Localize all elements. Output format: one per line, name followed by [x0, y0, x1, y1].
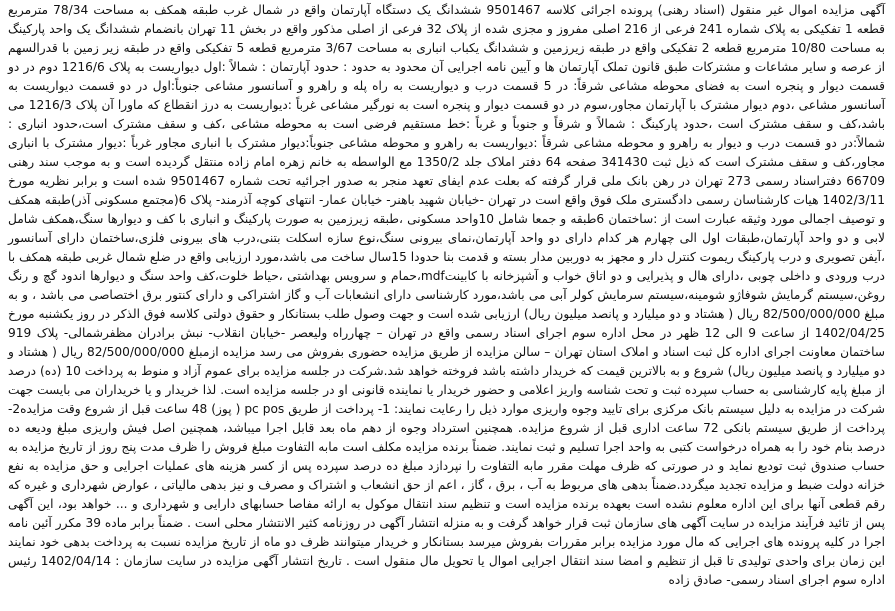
- auction-notice-text: آگهی مزایده اموال غیر منقول (اسناد رهنی) پرونده اجرائی کلاسه 9501467 ششدانگ یک دستگاه آپارتمان واقع در شمال غرب طبقه همکف به مساحت 78/34 مترمربع قطعه 1 تفکیکی به پلاک شماره 241 فرعی از 216 اصلی مفروز و مجزی شده از پلاک 32 فرعی از اصلی مذکور واقع در بخش 11 تهران بانضمام ششدانگ یک واحد پارکینگ به مساحت 10/80 مترمربع قطعه 2 تفکیکی واقع در طبقه زیرزمین و ششدانگ یکباب انباری به مساحت 3/67 مترمربع قطعه 5 تفکیکی واقع در طبقه زیر زمین با قدرالسهم از عرصه و سایر مشاعات و مشترکات طبق قانون تملک آپارتمان ها و آیین نامه اجرایی آن محدود به حدود : حدود آپارتمان : شمالاً :اول دیواریست به پلاک 1216/6 دوم در دو قسمت دیوار و پنجره است به فضای محوطه مشاعی شرقاً: در 5 قسمت درب و دیواریست به راه پله و راهرو و آسانسور مشاعی جنوباً:اول در دو قسمت دیواریست به آسانسور مشاعی ،دوم دیوار مشترک با آپارتمان مجاور،سوم در دو قسمت دیوار و پنجره است به نورگیر مشاعی غرباً :دیواریست به درز انقطاع که ماورا آن پلاک 1216/3 می باشد،کف و سقف مشترک است ،حدود پارکینگ : شمالاً و شرقاً و جنوباً و غرباً :خط مستقیم فرضی است به محوطه مشاعی ،کف و سقف مشترک است،حدود انباری : شمالاً:در دو قسمت درب و دیوار به راهرو و محوطه مشاعی شرقاً :دیواریست به راهرو و محوطه مشاعی جنوباً:دیوار مشترک با انباری مجاور غرباً :دیوار مشترک با انباری مجاور،کف و سقف مشترک است که ذیل ثبت 341430 صفحه 64 دفتر املاک جلد 1350/2 مع الواسطه به خانم زهره امام زاده منتقل گردیده است و به موجب سند رهنی 66709 دفتراسناد رسمی 273 تهران در رهن بانک ملی قرار گرفته که بعلت عدم ایفای تعهد منجر به صدور اجرائیه تحت شماره 9501467 شده است و برابر نظریه مورخ 1402/3/11 هیات کارشناسان رسمی دادگستری ملک فوق واقع است در تهران -خیابان شهید باهنر- خیابان عمار- انتهای کوچه آذرمند- پلاک 6(مجتمع مسکونی آذر)طبقه همکف و توصیف اجمالی مورد وثیقه عبارت است از :ساختمان 6طبقه و جمعا شامل 10واحد مسکونی ،طبقه زیرزمین به صورت پارکینگ و انباری با کف و دیوارها سنگ،همکف شامل لابی و دو واحد آپارتمان،طبقات اول الی چهارم هر کدام دارای دو واحد آپارتمان،نمای بیرونی سنگ،نوع سازه اسکلت بتنی،درب های بیرونی فلزی،ساختمان دارای آسانسور ،آیفن تصویری و درب پارکینگ ریموت کنترل دار و مجهز به دوربین مدار بسته و قدمت بنا حدودا 15سال ساخت می باشد،مورد ارزیابی واقع در ضلع شمال غربی طبقه همکف با درب ورودی و داخلی چوبی ،دارای هال و پذیرایی و دو اتاق خواب و آشپزخانه با کابینتmdf،حمام و سرویس بهداشتی ،حیاط خلوت،کف واحد سنگ و دیوارها اندود گچ و رنگ روغن،سیستم گرمایش شوفاژو شومینه،سیستم سرمایش کولر آبی می باشد،مورد کارشناسی دارای انشعابات آب و گاز اشتراکی و دارای کنتور برق اختصاصی می باشد ، و به مبلغ 82/500/000/000 ریال ( هشتاد و دو میلیارد و پانصد میلیون ریال) ارزیابی شده است و جهت وصول طلب بستانکار و حقوق دولتی کلاسه فوق الذکر در روز یکشنبه مورخ 1402/04/25 از ساعت 9 الی 12 ظهر در محل اداره سوم اجرای اسناد رسمی واقع در تهران – چهارراه ولیعصر -خیابان انقلاب- نبش برادران مظفرشمالی- پلاک 919 ساختمان معاونت اجرای اداره کل ثبت اسناد و املاک استان تهران – سالن مزایده از طریق مزایده حضوری بفروش می رسد مزایده ازمبلغ 82/500/000/000 ریال ( هشتاد و دو میلیارد و پانصد میلیون ریال) شروع و به بالاترین قیمت که خریدار داشته باشد فروخته خواهد شد.شرکت در جلسه مزایده برای عموم آزاد و منوط به پرداخت 10 (ده) درصد از مبلغ پایه کارشناسی به حساب سپرده ثبت و تحت شناسه واریز اعلامی و حضور خریدار یا نماینده قانونی او در جلسه مزایده است. لذا خریدار و یا خریداران می بایست جهت شرکت در مزایده به دلیل سیستم بانک مرکزی برای تایید وجوه واریزی موارد ذیل را رعایت نمایند: 1- پرداخت از طریق pc pos ( پوز) 48 ساعت قبل از شروع وقت مزایده2- پرداخت از طریق سیستم بانکی 72 ساعت اداری قبل از شروع مزایده. همچنین استرداد وجوه از دهم ماه بعد قابل اجرا میباشد، همچنین اصل فیش واریزی مبلغ ودیعه ده درصد بنام خود را به همراه درخواست کتبی به واحد اجرا تسلیم و ثبت نمایند. ضمناً برنده مزایده مکلف است مابه التفاوت مبلغ فروش را ظرف مدت پنج روز از تاریخ مزایده به حساب صندوق ثبت تودیع نماید و در صورتی که ظرف مهلت مقرر مابه التفاوت را نپردازد مبلغ ده درصد سپرده پس از کسر هزینه های عملیات اجرایی و حق مزایده به نفع خزانه دولت ضبط و مزایده تجدید میگردد.ضمناً بدهی های مربوط به آب ، برق ، گاز ، اعم از حق انشعاب و اشتراک و مصرف و نیز بدهی مالیاتی ، عوارض شهرداری و غیره که رقم قطعی آنها برای این اداره معلوم نشده است بعهده برنده مزایده است و تنظیم سند انتقال موکول به ارائه مفاصا حسابهای دارایی و شهرداری و ... خواهد بود، این آگهی پس از تائید فرآیند مزایده در سایت آگهی های سازمان ثبت قرار خواهد گرفت و به منزله انتشار آگهی در روزنامه کثیر الانتشار محلی است . ضمناً برابر ماده 39 مکرر آئین نامه اجرا در کلیه پرونده های اجرایی که مال مورد مزایده برابر مقررات بفروش میرسد بستانکار و خریدار میتوانند ظرف دو ماه از تاریخ مزایده نسبت به پرداخت بدهی خود نمایند این زمان برای واحدی تولیدی تا قبل از تنظیم و امضا سند انتقال اجرایی اموال یا تحویل مال منقول است . تاریخ انتشار آگهی مزایده در سایت سازمان : 1402/04/14 رئیس اداره سوم اجرای اسناد رسمی- صادق زاده: [8, 3, 886, 587]
